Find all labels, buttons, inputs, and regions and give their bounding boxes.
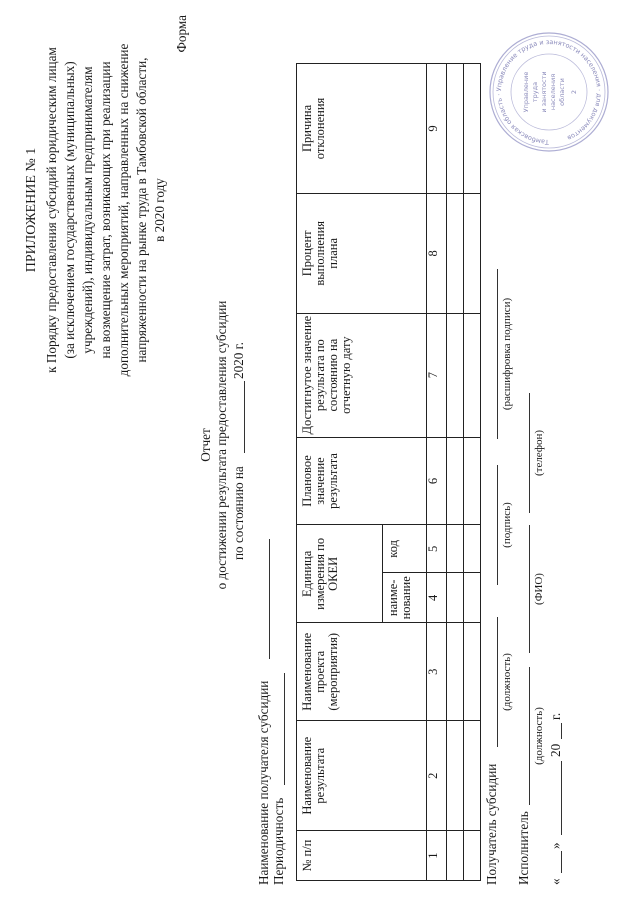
- report-date-suffix: 2020 г.: [231, 342, 246, 379]
- column-number: 8: [427, 193, 447, 313]
- column-number: 4: [427, 573, 447, 623]
- stamp-center-line: населения: [549, 73, 557, 111]
- executor-fio-blank[interactable]: [529, 525, 530, 653]
- table-cell[interactable]: [464, 831, 481, 881]
- stamp-center-line: Управление: [522, 71, 530, 113]
- appendix-title: ПРИЛОЖЕНИЕ № 1: [24, 147, 39, 273]
- position-caption-2: (должность): [533, 707, 545, 765]
- report-date-prefix: по состоянию на: [231, 466, 246, 560]
- table-row: [447, 64, 464, 881]
- phone-caption: (телефон): [533, 429, 545, 477]
- header-line: учреждений), индивидуальным предпринимателям: [80, 66, 95, 354]
- results-table: [296, 63, 481, 881]
- table-cell[interactable]: [464, 193, 481, 313]
- periodicity-blank[interactable]: [284, 673, 285, 785]
- stamp-graphic: [488, 31, 610, 153]
- column-number-row: [427, 64, 447, 881]
- column-number: 6: [427, 437, 447, 525]
- date-year-suffix: г.: [548, 712, 563, 720]
- header-line: на возмещение затрат, возникающих при реализации: [98, 61, 113, 359]
- header-line: (за исключением государственных (муниципальных): [62, 61, 77, 359]
- date-year-prefix: 20: [548, 743, 563, 757]
- report-date-blank[interactable]: [244, 381, 245, 453]
- recipient-name-blank[interactable]: [269, 539, 270, 659]
- header-achieved-value: Достигнутое значение результата по состоянию на отчетную дату: [297, 313, 427, 437]
- column-number: 9: [427, 64, 447, 194]
- header-percent: Процент выполнения плана: [297, 193, 427, 313]
- table-cell[interactable]: [447, 525, 464, 573]
- recipient-name-label: Наименование получателя субсидии: [256, 680, 271, 885]
- header-project-name: Наименование проекта (мероприятия): [297, 623, 427, 721]
- date-day-blank[interactable]: [561, 851, 562, 873]
- header-num: № п/п: [297, 831, 427, 881]
- column-number: 2: [427, 721, 447, 831]
- stamp-center-line: 2: [570, 89, 578, 95]
- executor-label: Исполнитель: [516, 811, 531, 885]
- column-number: 3: [427, 623, 447, 721]
- column-number: 7: [427, 313, 447, 437]
- fio-caption: (ФИО): [533, 573, 545, 605]
- date-open-quote: «: [548, 878, 563, 885]
- header-line: в 2020 году: [152, 178, 167, 242]
- table-cell[interactable]: [464, 623, 481, 721]
- table-cell[interactable]: [464, 64, 481, 194]
- table-cell[interactable]: [447, 437, 464, 525]
- table-cell[interactable]: [447, 721, 464, 831]
- table-cell[interactable]: [464, 573, 481, 623]
- table-cell[interactable]: [447, 64, 464, 194]
- form-label: Форма: [174, 15, 189, 53]
- stamp-center-line: и занятости: [540, 71, 548, 113]
- header-result-name: Наименование результата: [297, 721, 427, 831]
- table-header-row: [297, 64, 383, 881]
- table-cell[interactable]: [464, 313, 481, 437]
- stamp-ring-text: Тамбовская область · Управление труда и занятости населения · для документов: [494, 37, 604, 147]
- position-caption: (должность): [501, 653, 513, 711]
- report-title: Отчет: [198, 428, 213, 462]
- executor-position-blank[interactable]: [529, 667, 530, 805]
- official-stamp: [488, 31, 610, 153]
- recipient-signature-label: Получатель субсидии: [484, 763, 499, 885]
- header-unit: Единица измерения по ОКЕИ: [297, 525, 383, 623]
- recipient-decoding-blank[interactable]: [497, 269, 498, 439]
- decoding-caption: (расшифровка подписи): [501, 297, 513, 411]
- stamp-center-line: труда: [531, 81, 539, 103]
- date-close-quote: »: [548, 842, 563, 849]
- header-line: к Порядку предоставления субсидий юридическим лицам: [44, 47, 59, 373]
- signature-caption: (подпись): [501, 502, 513, 548]
- table-cell[interactable]: [464, 721, 481, 831]
- column-number: 5: [427, 525, 447, 573]
- recipient-position-blank[interactable]: [497, 617, 498, 747]
- header-planned-value: Плановое значение результата: [297, 437, 427, 525]
- table-cell[interactable]: [464, 525, 481, 573]
- table-row: [464, 64, 481, 881]
- table-cell[interactable]: [447, 313, 464, 437]
- date-month-blank[interactable]: [561, 761, 562, 835]
- table-cell[interactable]: [447, 573, 464, 623]
- recipient-signature-blank[interactable]: [497, 465, 498, 585]
- header-unit-name: наиме- нование: [383, 573, 427, 623]
- table-cell[interactable]: [447, 831, 464, 881]
- date-year-blank[interactable]: [561, 723, 562, 739]
- header-line: дополнительных мероприятий, направленных на снижение: [116, 43, 131, 377]
- header-reason: Причина отклонения: [297, 64, 427, 194]
- table-cell[interactable]: [464, 437, 481, 525]
- stamp-center-line: области: [558, 78, 566, 106]
- table-cell[interactable]: [447, 623, 464, 721]
- header-line: напряженности на рынке труда в Тамбовской области,: [134, 57, 149, 363]
- column-number: 1: [427, 831, 447, 881]
- executor-phone-blank[interactable]: [529, 393, 530, 513]
- periodicity-label: Периодичность: [271, 797, 286, 885]
- table-cell[interactable]: [447, 193, 464, 313]
- header-unit-code: код: [383, 525, 427, 573]
- report-subtitle: о достижении результата предоставления субсидии: [214, 300, 229, 590]
